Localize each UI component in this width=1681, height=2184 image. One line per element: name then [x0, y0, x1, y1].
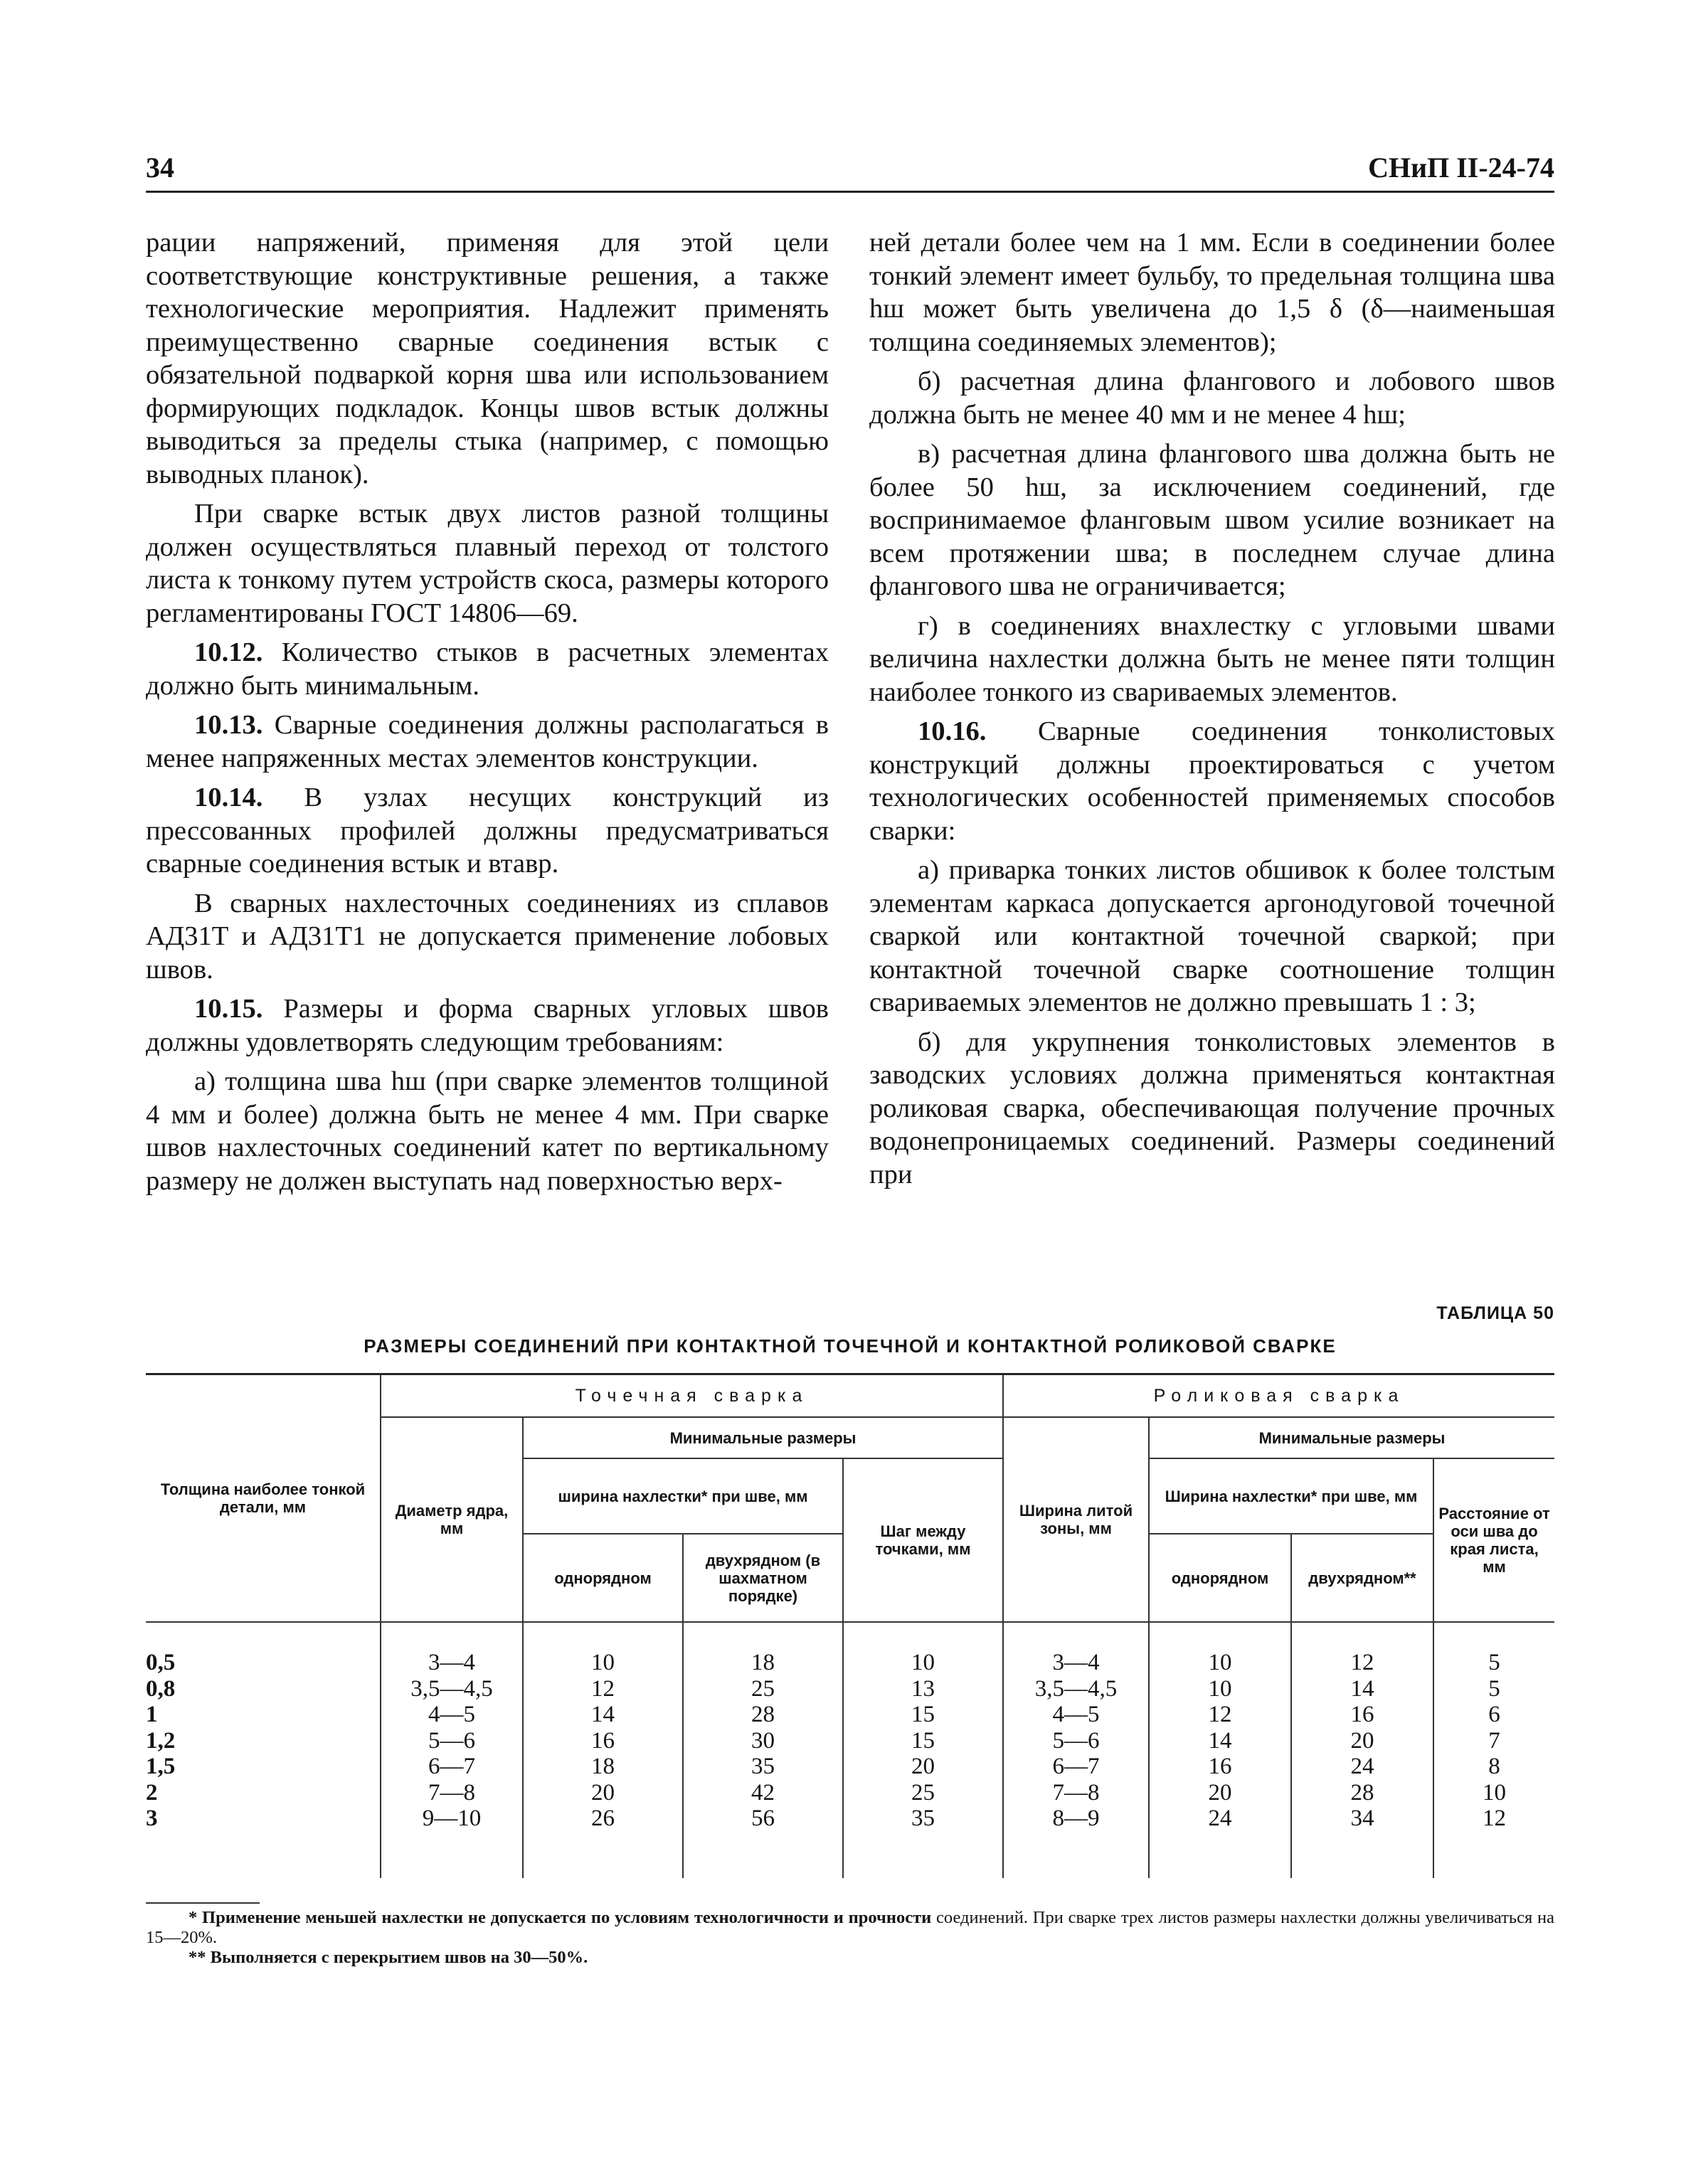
header-single-row-roller: однорядном — [1149, 1534, 1291, 1622]
clause-number: 10.13. — [194, 710, 263, 740]
footnote-2: ** Выполняется с перекрытием швов на 30—50%. — [189, 1948, 588, 1967]
paragraph-text: г) в соединениях внахлестку с угловыми швами величина нахлестки должна быть не менее пяти толщин наиболее тонкого из свариваемых элементов. — [869, 610, 1555, 707]
header-step: Шаг между точками, мм — [843, 1458, 1003, 1622]
table-cell: 0,8 — [146, 1675, 176, 1702]
table-cell: 3—4 — [428, 1650, 475, 1675]
document-id: СНиП II-24-74 — [1368, 152, 1554, 184]
paragraph-text: а) толщина шва hш (при сварке элементов толщиной 4 мм и более) должна быть не менее 4 мм. При сварке швов нахлесточных соединений катет по вертикальному размеру не должен выступать над поверхностью верх- — [146, 1066, 829, 1196]
paragraph-text: б) для укрупнения тонколистовых элементов в заводских условиях должна применяться контактная роликовая сварка, обеспечивающая получение прочных водонепроницаемых соединений. Размеры соединений при — [869, 1027, 1555, 1189]
paragraph — [146, 636, 829, 702]
table-column-cells — [523, 1622, 683, 1878]
table-cell: 12 — [1208, 1702, 1232, 1727]
paragraph-text: а) приварка тонких листов обшивок к более толстым элементам каркаса допускается аргонодуговой точечной сваркой или контактной точечной сваркой; при контактной точечной сварке соотношение толщин свариваемых элементов не должно превышать 1 : 3; — [869, 855, 1555, 1017]
table-cell: 0,5 — [146, 1650, 176, 1675]
table-cell: 7—8 — [428, 1779, 475, 1806]
paragraph — [869, 610, 1555, 709]
header-double-row-spot: двухрядном (в шахматном порядке) — [683, 1534, 843, 1622]
table-cell: 20 — [1208, 1779, 1232, 1806]
table-cell: 13 — [911, 1675, 935, 1702]
table-cell: 6 — [1488, 1702, 1500, 1727]
paragraph — [869, 715, 1555, 847]
header-roller-welding: Роликовая сварка — [1003, 1374, 1554, 1418]
table-cell: 7 — [1488, 1727, 1500, 1754]
table-cell: 4—5 — [428, 1702, 475, 1727]
paragraph-text: ней детали более чем на 1 мм. Если в соединении более тонкий элемент имеет бульбу, то предельная толщина шва hш может быть увеличена до 1,5 δ (δ—наименьшая толщина соединяемых элементов); — [869, 228, 1555, 357]
table-cell: 12 — [1350, 1650, 1374, 1675]
header-thickness: Толщина наиболее тонкой детали, мм — [146, 1374, 381, 1623]
table-cell: 5—6 — [428, 1727, 475, 1754]
table-cell: 15 — [911, 1702, 935, 1727]
table-cell: 20 — [591, 1779, 615, 1806]
table-cell: 35 — [751, 1754, 775, 1779]
table-cell: 28 — [1350, 1779, 1374, 1806]
paragraph-text: В узлах несущих конструкций из прессованных профилей должны предусматриваться сварные соединения встык и втавр. — [146, 783, 829, 879]
table-cell: 9—10 — [422, 1806, 482, 1831]
table-column-cells — [1149, 1622, 1291, 1878]
table-cell: 5 — [1488, 1650, 1500, 1675]
table-cell: 5 — [1488, 1675, 1500, 1702]
table-cell: 26 — [591, 1806, 615, 1831]
paragraph — [869, 365, 1555, 431]
table-cell: 30 — [751, 1727, 775, 1754]
clause-number: 10.15. — [194, 994, 263, 1024]
table-cell: 15 — [911, 1727, 935, 1754]
clause-number: 10.16. — [918, 716, 987, 746]
table-cell: 34 — [1350, 1806, 1374, 1831]
table-cell: 14 — [1208, 1727, 1232, 1754]
table-cell: 10 — [1208, 1675, 1232, 1702]
paragraph-text: При сварке встык двух листов разной толщины должен осуществляться плавный переход от толстого листа к тонкому путем устройств скоса, размеры которого регламентированы ГОСТ 14806—69. — [146, 499, 829, 628]
header-edge-distance: Расстояние от оси шва до края листа, мм — [1433, 1458, 1554, 1622]
table-cell: 4—5 — [1052, 1702, 1100, 1727]
paragraph — [146, 992, 829, 1059]
paragraph-text: Сварные соединения тонколистовых конструкций должны проектироваться с учетом технологических особенностей применяемых способов сварки: — [869, 716, 1555, 846]
left-column — [146, 226, 829, 1204]
paragraph — [869, 438, 1555, 603]
table-cell: 3,5—4,5 — [410, 1675, 493, 1702]
table-cell: 16 — [591, 1727, 615, 1754]
table-cell: 20 — [911, 1754, 935, 1779]
table-cell: 6—7 — [1052, 1754, 1100, 1779]
table-cell: 12 — [1483, 1806, 1507, 1831]
table-cell: 3,5—4,5 — [1034, 1675, 1118, 1702]
footnotes — [146, 1908, 1554, 1968]
header-core-diameter: Диаметр ядра, мм — [381, 1417, 523, 1622]
right-column — [869, 226, 1555, 1197]
table-cell: 3 — [146, 1806, 158, 1831]
table-column-cells — [683, 1622, 843, 1878]
table-column-cells — [381, 1622, 523, 1878]
paragraph — [869, 226, 1555, 359]
table-cell: 10 — [911, 1650, 935, 1675]
welding-dimensions-table — [146, 1373, 1554, 1878]
table-cell: 3—4 — [1052, 1650, 1100, 1675]
paragraph — [146, 497, 829, 630]
table-cell: 8—9 — [1052, 1806, 1100, 1831]
table-column-cells — [843, 1622, 1003, 1878]
table-cell: 18 — [591, 1754, 615, 1779]
paragraph — [146, 781, 829, 881]
page-header — [146, 148, 1554, 193]
footnote-1: * Применение меньшей нахлестки не допускается по условиям технологичности и прочности соединений. При сварке трех листов размеры нахлестки должны увеличиваться на 15—20%. — [146, 1908, 1555, 1947]
header-overlap-spot: ширина нахлестки* при шве, мм — [523, 1458, 843, 1534]
header-cast-zone-width: Ширина литой зоны, мм — [1003, 1417, 1149, 1622]
table-title: РАЗМЕРЫ СОЕДИНЕНИЙ ПРИ КОНТАКТНОЙ ТОЧЕЧНОЙ И КОНТАКТНОЙ РОЛИКОВОЙ СВАРКЕ — [364, 1335, 1337, 1357]
paragraph-text: Количество стыков в расчетных элементах должно быть минимальным. — [146, 637, 829, 701]
table-body-row — [146, 1622, 1554, 1878]
table-cell: 2 — [146, 1779, 158, 1806]
table-label: ТАБЛИЦА 50 — [1436, 1303, 1554, 1323]
table-cell: 28 — [751, 1702, 775, 1727]
table-cell: 6—7 — [428, 1754, 475, 1779]
table-cell: 20 — [1350, 1727, 1374, 1754]
paragraph-text: в) расчетная длина флангового шва должна быть не более 50 hш, за исключением соединений, где воспринимаемое фланговым швом усилие возникает на всем протяжении шва; в последнем случае длина флангового шва не ограничивается; — [869, 439, 1555, 601]
header-spot-welding: Точечная сварка — [381, 1374, 1003, 1418]
table-cell: 1,5 — [146, 1754, 176, 1779]
paragraph-text: Сварные соединения должны располагаться в менее напряженных местах элементов конструкции. — [146, 710, 829, 773]
header-single-row-spot: однорядном — [523, 1534, 683, 1622]
table-column-cells — [146, 1622, 381, 1878]
table-column-cells — [1003, 1622, 1149, 1878]
table-cell: 24 — [1208, 1806, 1232, 1831]
table-column-cells — [1433, 1622, 1554, 1878]
table-cell: 25 — [911, 1779, 935, 1806]
table-cell: 7—8 — [1052, 1779, 1100, 1806]
header-min-sizes-roller: Минимальные размеры — [1149, 1417, 1554, 1458]
paragraph — [146, 226, 829, 491]
paragraph — [146, 1065, 829, 1197]
header-double-row-roller: двухрядном** — [1291, 1534, 1433, 1622]
table-cell: 35 — [911, 1806, 935, 1831]
table-cell: 24 — [1350, 1754, 1374, 1779]
table-cell: 42 — [751, 1779, 775, 1806]
paragraph — [146, 887, 829, 987]
table-cell: 25 — [751, 1675, 775, 1702]
table-cell: 10 — [1208, 1650, 1232, 1675]
paragraph-text: б) расчетная длина флангового и лобового швов должна быть не менее 40 мм и не менее 4 hш; — [869, 366, 1555, 430]
paragraph-text: рации напряжений, применяя для этой цели соответствующие конструктивные решения, а также технологические мероприятия. Надлежит применять преимущественно сварные соединения встык с обязательной подваркой корня шва или использованием формирующих подкладок. Концы швов встык должны выводиться за пределы стыка (например, с помощью выводных планок). — [146, 228, 829, 489]
footnote-rule — [146, 1902, 260, 1904]
paragraph-text: В сварных нахлесточных соединениях из сплавов АД31Т и АД31Т1 не допускается применение лобовых швов. — [146, 888, 829, 985]
table-column-cells — [1291, 1622, 1433, 1878]
header-overlap-roller: Ширина нахлестки* при шве, мм — [1149, 1458, 1433, 1534]
table-cell: 1,2 — [146, 1727, 176, 1754]
paragraph — [146, 709, 829, 775]
paragraph-text: Размеры и форма сварных угловых швов должны удовлетворять следующим требованиям: — [146, 994, 829, 1057]
table-cell: 16 — [1350, 1702, 1374, 1727]
table-cell: 5—6 — [1052, 1727, 1100, 1754]
clause-number: 10.12. — [194, 637, 263, 667]
table-cell: 56 — [751, 1806, 775, 1831]
paragraph — [869, 1026, 1555, 1192]
paragraph — [869, 854, 1555, 1019]
table-cell: 1 — [146, 1702, 158, 1727]
table-cell: 10 — [1483, 1779, 1507, 1806]
table-cell: 14 — [1350, 1675, 1374, 1702]
table-cell: 14 — [591, 1702, 615, 1727]
table-cell: 16 — [1208, 1754, 1232, 1779]
table-cell: 8 — [1488, 1754, 1500, 1779]
table-cell: 10 — [591, 1650, 615, 1675]
table-cell: 18 — [751, 1650, 775, 1675]
header-min-sizes-spot: Минимальные размеры — [523, 1417, 1003, 1458]
table-cell: 12 — [591, 1675, 615, 1702]
clause-number: 10.14. — [194, 783, 263, 812]
page-number: 34 — [146, 152, 174, 184]
